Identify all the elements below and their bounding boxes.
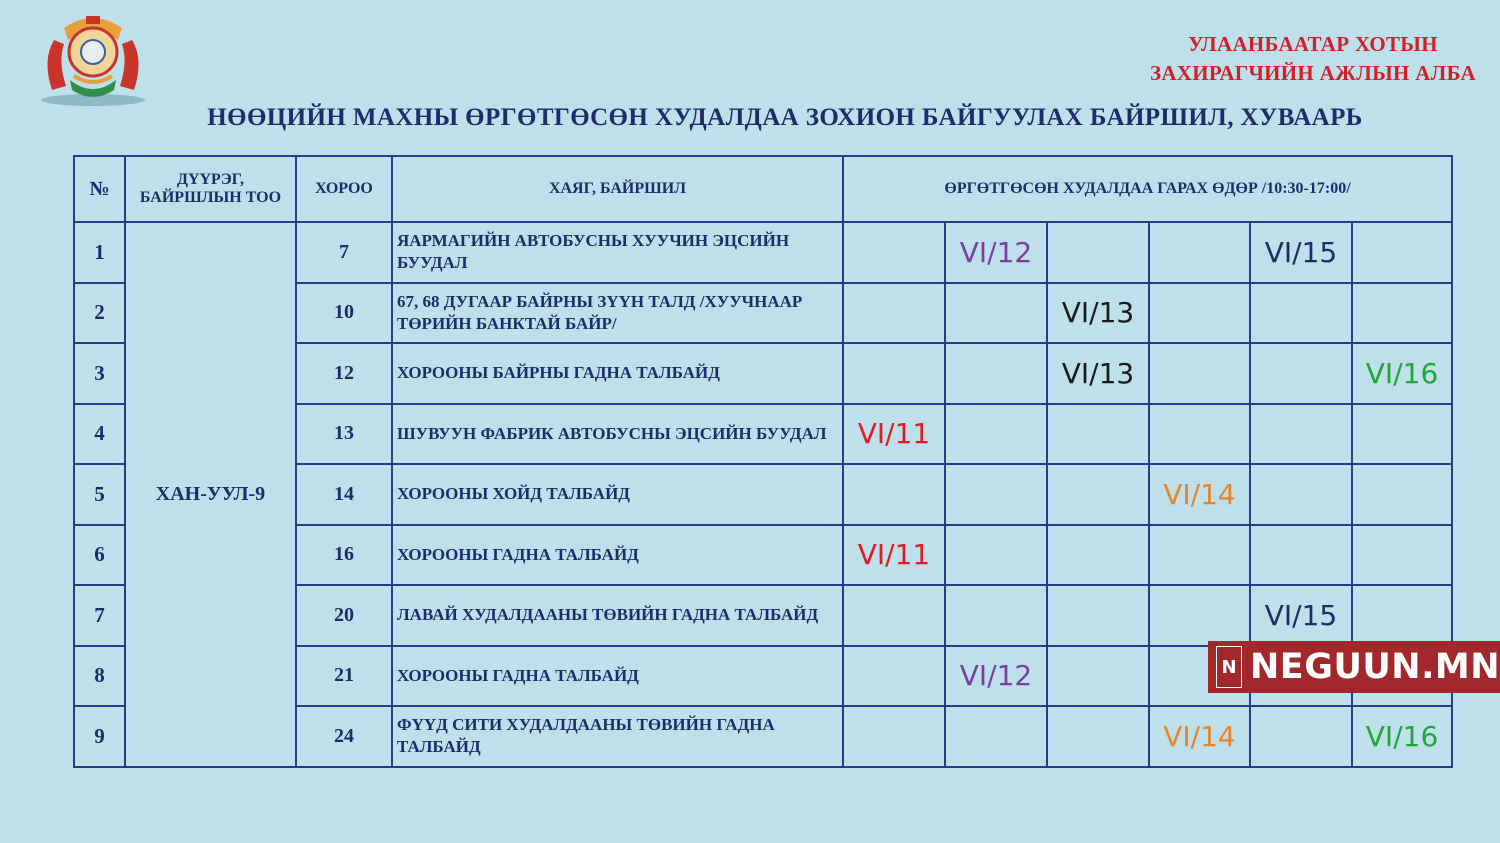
org-line-1: УЛААНБААТАР ХОТЫН [1188, 32, 1438, 56]
date-cell [1352, 464, 1452, 525]
khoroo-cell: 24 [296, 706, 392, 767]
address-cell: ШУВУУН ФАБРИК АВТОБУСНЫ ЭЦСИЙН БУУДАЛ [392, 404, 843, 465]
date-cell [1250, 706, 1352, 767]
date-cell [1047, 222, 1149, 283]
header-district-line1: ДҮҮРЭГ, [176, 171, 245, 188]
date-cell [843, 343, 945, 404]
khoroo-cell: 13 [296, 404, 392, 465]
address-cell: ХОРООНЫ ГАДНА ТАЛБАЙД [392, 525, 843, 586]
watermark-text: NEGUUN.MN [1250, 647, 1500, 687]
date-cell: VI/11 [843, 404, 945, 465]
date-cell: VI/13 [1047, 343, 1149, 404]
date-cell [843, 585, 945, 646]
header-num: № [74, 156, 125, 222]
date-cell [1149, 404, 1250, 465]
date-cell: VI/14 [1149, 706, 1250, 767]
khoroo-cell: 21 [296, 646, 392, 707]
date-cell [1250, 404, 1352, 465]
date-cell [1250, 464, 1352, 525]
district-cell: ХАН-УУЛ-9 [125, 222, 296, 767]
date-cell: VI/12 [945, 222, 1047, 283]
date-cell: VI/13 [1047, 283, 1149, 344]
row-number: 7 [74, 585, 125, 646]
header-district [125, 156, 296, 222]
address-cell: ЯАРМАГИЙН АВТОБУСНЫ ХУУЧИН ЭЦСИЙН БУУДАЛ [392, 222, 843, 283]
date-cell [843, 283, 945, 344]
khoroo-cell: 16 [296, 525, 392, 586]
address-cell: ФҮҮД СИТИ ХУДАЛДААНЫ ТӨВИЙН ГАДНА ТАЛБАЙД [392, 706, 843, 767]
header-row [74, 156, 1452, 222]
date-cell: VI/14 [1149, 464, 1250, 525]
row-number: 3 [74, 343, 125, 404]
date-cell: VI/12 [945, 646, 1047, 707]
row-number: 1 [74, 222, 125, 283]
date-cell [843, 646, 945, 707]
date-cell [843, 464, 945, 525]
watermark-badge [1208, 641, 1500, 693]
address-cell: ХОРООНЫ ГАДНА ТАЛБАЙД [392, 646, 843, 707]
date-cell: VI/16 [1352, 343, 1452, 404]
khoroo-cell: 7 [296, 222, 392, 283]
date-cell [1352, 525, 1452, 586]
date-cell [945, 283, 1047, 344]
date-cell [1352, 585, 1452, 646]
date-cell [1250, 283, 1352, 344]
org-line-2: ЗАХИРАГЧИЙН АЖЛЫН АЛБА [1149, 61, 1476, 85]
date-cell [945, 585, 1047, 646]
date-cell [1047, 706, 1149, 767]
row-number: 6 [74, 525, 125, 586]
row-number: 4 [74, 404, 125, 465]
date-cell [1250, 343, 1352, 404]
date-cell [945, 525, 1047, 586]
row-number: 8 [74, 646, 125, 707]
page-title: НӨӨЦИЙН МАХНЫ ӨРГӨТГӨСӨН ХУДАЛДАА ЗОХИОН БАЙГУУЛАХ БАЙРШИЛ, ХУВААРЬ [207, 104, 1363, 131]
table-row [74, 222, 1452, 283]
date-cell [1352, 222, 1452, 283]
date-cell [945, 706, 1047, 767]
date-cell [1149, 585, 1250, 646]
date-cell: VI/15 [1250, 585, 1352, 646]
khoroo-cell: 10 [296, 283, 392, 344]
address-cell: ЛАВАЙ ХУДАЛДААНЫ ТӨВИЙН ГАДНА ТАЛБАЙД [392, 585, 843, 646]
date-cell [1047, 646, 1149, 707]
address-cell: 67, 68 ДУГААР БАЙРНЫ ЗҮҮН ТАЛД /ХУУЧНААР ТӨРИЙН БАНКТАЙ БАЙР/ [392, 283, 843, 344]
address-cell: ХОРООНЫ БАЙРНЫ ГАДНА ТАЛБАЙД [392, 343, 843, 404]
date-cell [843, 222, 945, 283]
date-cell [1352, 283, 1452, 344]
date-cell: VI/15 [1250, 222, 1352, 283]
date-cell [1047, 404, 1149, 465]
header-dates: ӨРГӨТГӨСӨН ХУДАЛДАА ГАРАХ ӨДӨР /10:30-17:00/ [843, 156, 1452, 222]
row-number: 9 [74, 706, 125, 767]
khoroo-cell: 14 [296, 464, 392, 525]
date-cell [1047, 525, 1149, 586]
date-cell [1149, 283, 1250, 344]
date-cell [1250, 525, 1352, 586]
header-khoroo: ХОРОО [296, 156, 392, 222]
date-cell: VI/16 [1352, 706, 1452, 767]
date-cell: VI/11 [843, 525, 945, 586]
city-emblem-icon [34, 10, 152, 108]
address-cell: ХОРООНЫ ХОЙД ТАЛБАЙД [392, 464, 843, 525]
date-cell [1352, 404, 1452, 465]
organization-name [1150, 30, 1476, 88]
date-cell [843, 706, 945, 767]
khoroo-cell: 20 [296, 585, 392, 646]
date-cell [945, 464, 1047, 525]
header-district-line2: БАЙРШЛЫН ТОО [139, 189, 282, 206]
date-cell [1149, 343, 1250, 404]
date-cell [1047, 464, 1149, 525]
row-number: 5 [74, 464, 125, 525]
date-cell [1149, 525, 1250, 586]
date-cell [945, 404, 1047, 465]
date-cell [1047, 585, 1149, 646]
date-cell [945, 343, 1047, 404]
watermark-logo-icon: N [1216, 646, 1242, 688]
khoroo-cell: 12 [296, 343, 392, 404]
date-cell [1149, 222, 1250, 283]
row-number: 2 [74, 283, 125, 344]
header-address: ХАЯГ, БАЙРШИЛ [392, 156, 843, 222]
